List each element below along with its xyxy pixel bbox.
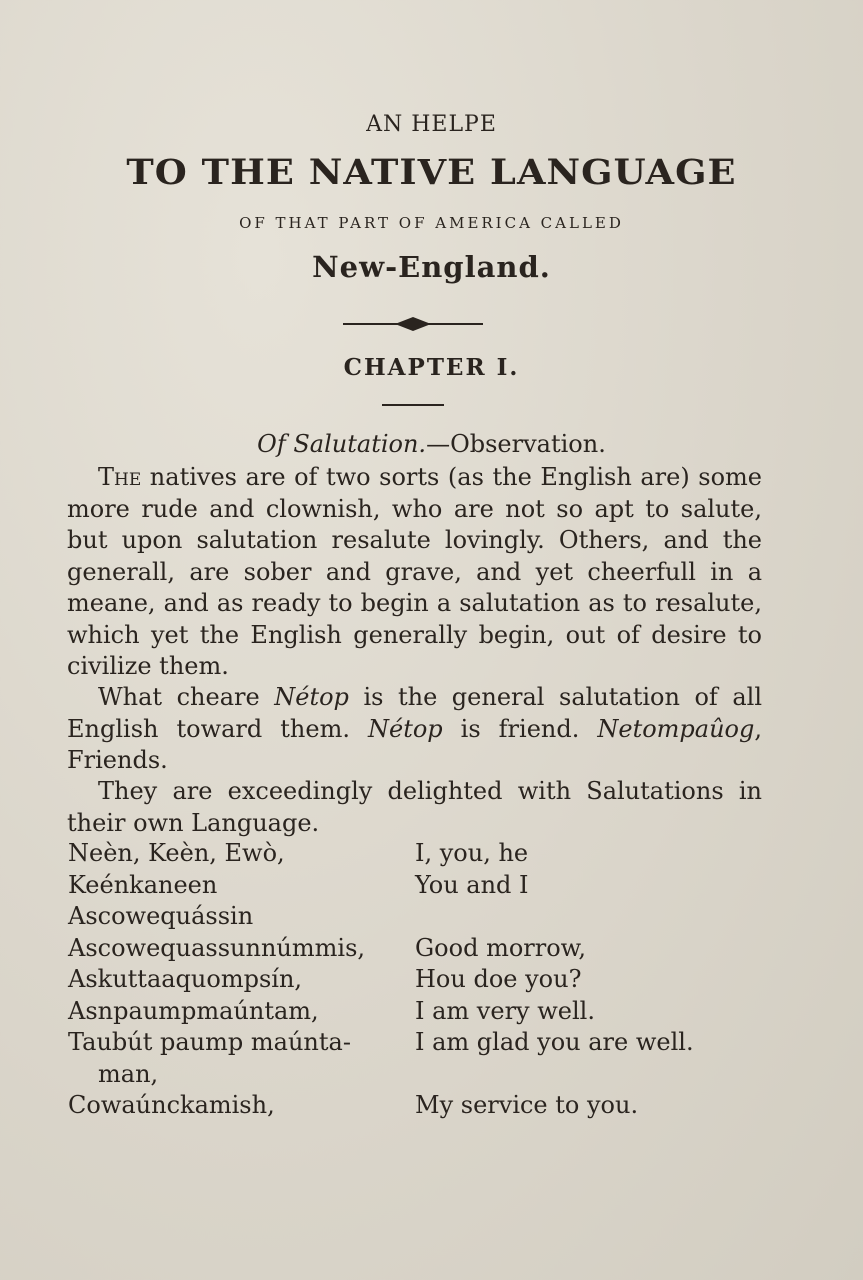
vocab-english: My service to you. <box>415 1091 639 1119</box>
vocab-native: Ascowequassunnúmmis, <box>68 933 366 962</box>
vocab-row <box>68 964 768 996</box>
vocab-native: man, <box>98 1059 159 1088</box>
chapter-heading: CHAPTER I. <box>343 354 520 381</box>
paragraph-2 <box>67 682 762 777</box>
title-line-1: AN HELPE <box>366 112 497 137</box>
vocab-english: I am glad you are well. <box>415 1028 694 1056</box>
p2-c: is the general salutation of all English toward them. <box>67 683 763 743</box>
vocab-row <box>68 1090 768 1122</box>
title-line-3: OF THAT PART OF AMERICA CALLED <box>239 214 624 232</box>
ornament-divider <box>343 316 483 332</box>
vocab-native: Asnpaumpmaúntam, <box>68 996 319 1025</box>
vocab-english: Good morrow, <box>415 933 586 962</box>
paragraph-1-text: natives are of two sorts (as the English are) some more rude and clownish, who are not so apt to salute, but upon salutation resalute lovingly. Others, and the generall, are sober and grave, and yet cheerfull in a meane, and as ready to begin a salutation as to resalute, which yet the English generally begin, out of desire to civilize them. <box>67 463 762 680</box>
p2-netompauog: Netompaûog <box>597 714 755 743</box>
vocab-row <box>68 1059 768 1091</box>
vocab-native: Ascowequássin <box>68 902 254 930</box>
vocabulary-list <box>68 838 768 1122</box>
chapter-rule <box>382 404 444 406</box>
vocab-row <box>68 933 768 965</box>
vocab-row <box>68 870 768 902</box>
vocab-english <box>415 901 768 933</box>
vocab-native: Cowaúnckamish, <box>68 1091 275 1119</box>
section-subtitle <box>0 430 863 458</box>
vocab-english: I am very well. <box>415 996 595 1025</box>
vocab-native: Keénkaneen <box>68 870 218 899</box>
vocab-row <box>68 996 768 1028</box>
p2-netop-1: Nétop <box>274 683 349 711</box>
p2-netop-2: Nétop <box>367 714 443 743</box>
vocab-english: You and I <box>415 870 529 899</box>
title-new-england: New-England. <box>312 250 551 284</box>
subtitle-italic: Of Salutation. <box>257 430 427 458</box>
vocab-english <box>415 1059 768 1091</box>
p2-a: What cheare <box>98 683 275 711</box>
paragraph-3: They are exceedingly delighted with Salutations in their own Language. <box>67 777 762 837</box>
vocab-native: Neèn, Keèn, Ewò, <box>68 839 285 867</box>
vocab-row <box>68 1027 768 1059</box>
p2-g: , Friends. <box>67 714 763 774</box>
p2-e: is friend. <box>442 714 598 743</box>
paragraph-1-lead: The <box>98 463 142 491</box>
vocab-native: Taubút paump maúnta- <box>68 1028 351 1056</box>
vocab-native: Askuttaaquompsín, <box>68 965 303 993</box>
vocab-row <box>68 901 768 933</box>
vocab-english: I, you, he <box>415 839 529 867</box>
vocab-english: Hou doe you? <box>415 965 582 993</box>
vocab-row <box>68 838 768 870</box>
title-main: TO THE NATIVE LANGUAGE <box>126 152 737 193</box>
paragraph-1 <box>67 462 762 683</box>
subtitle-rest: —Observation. <box>426 430 606 458</box>
